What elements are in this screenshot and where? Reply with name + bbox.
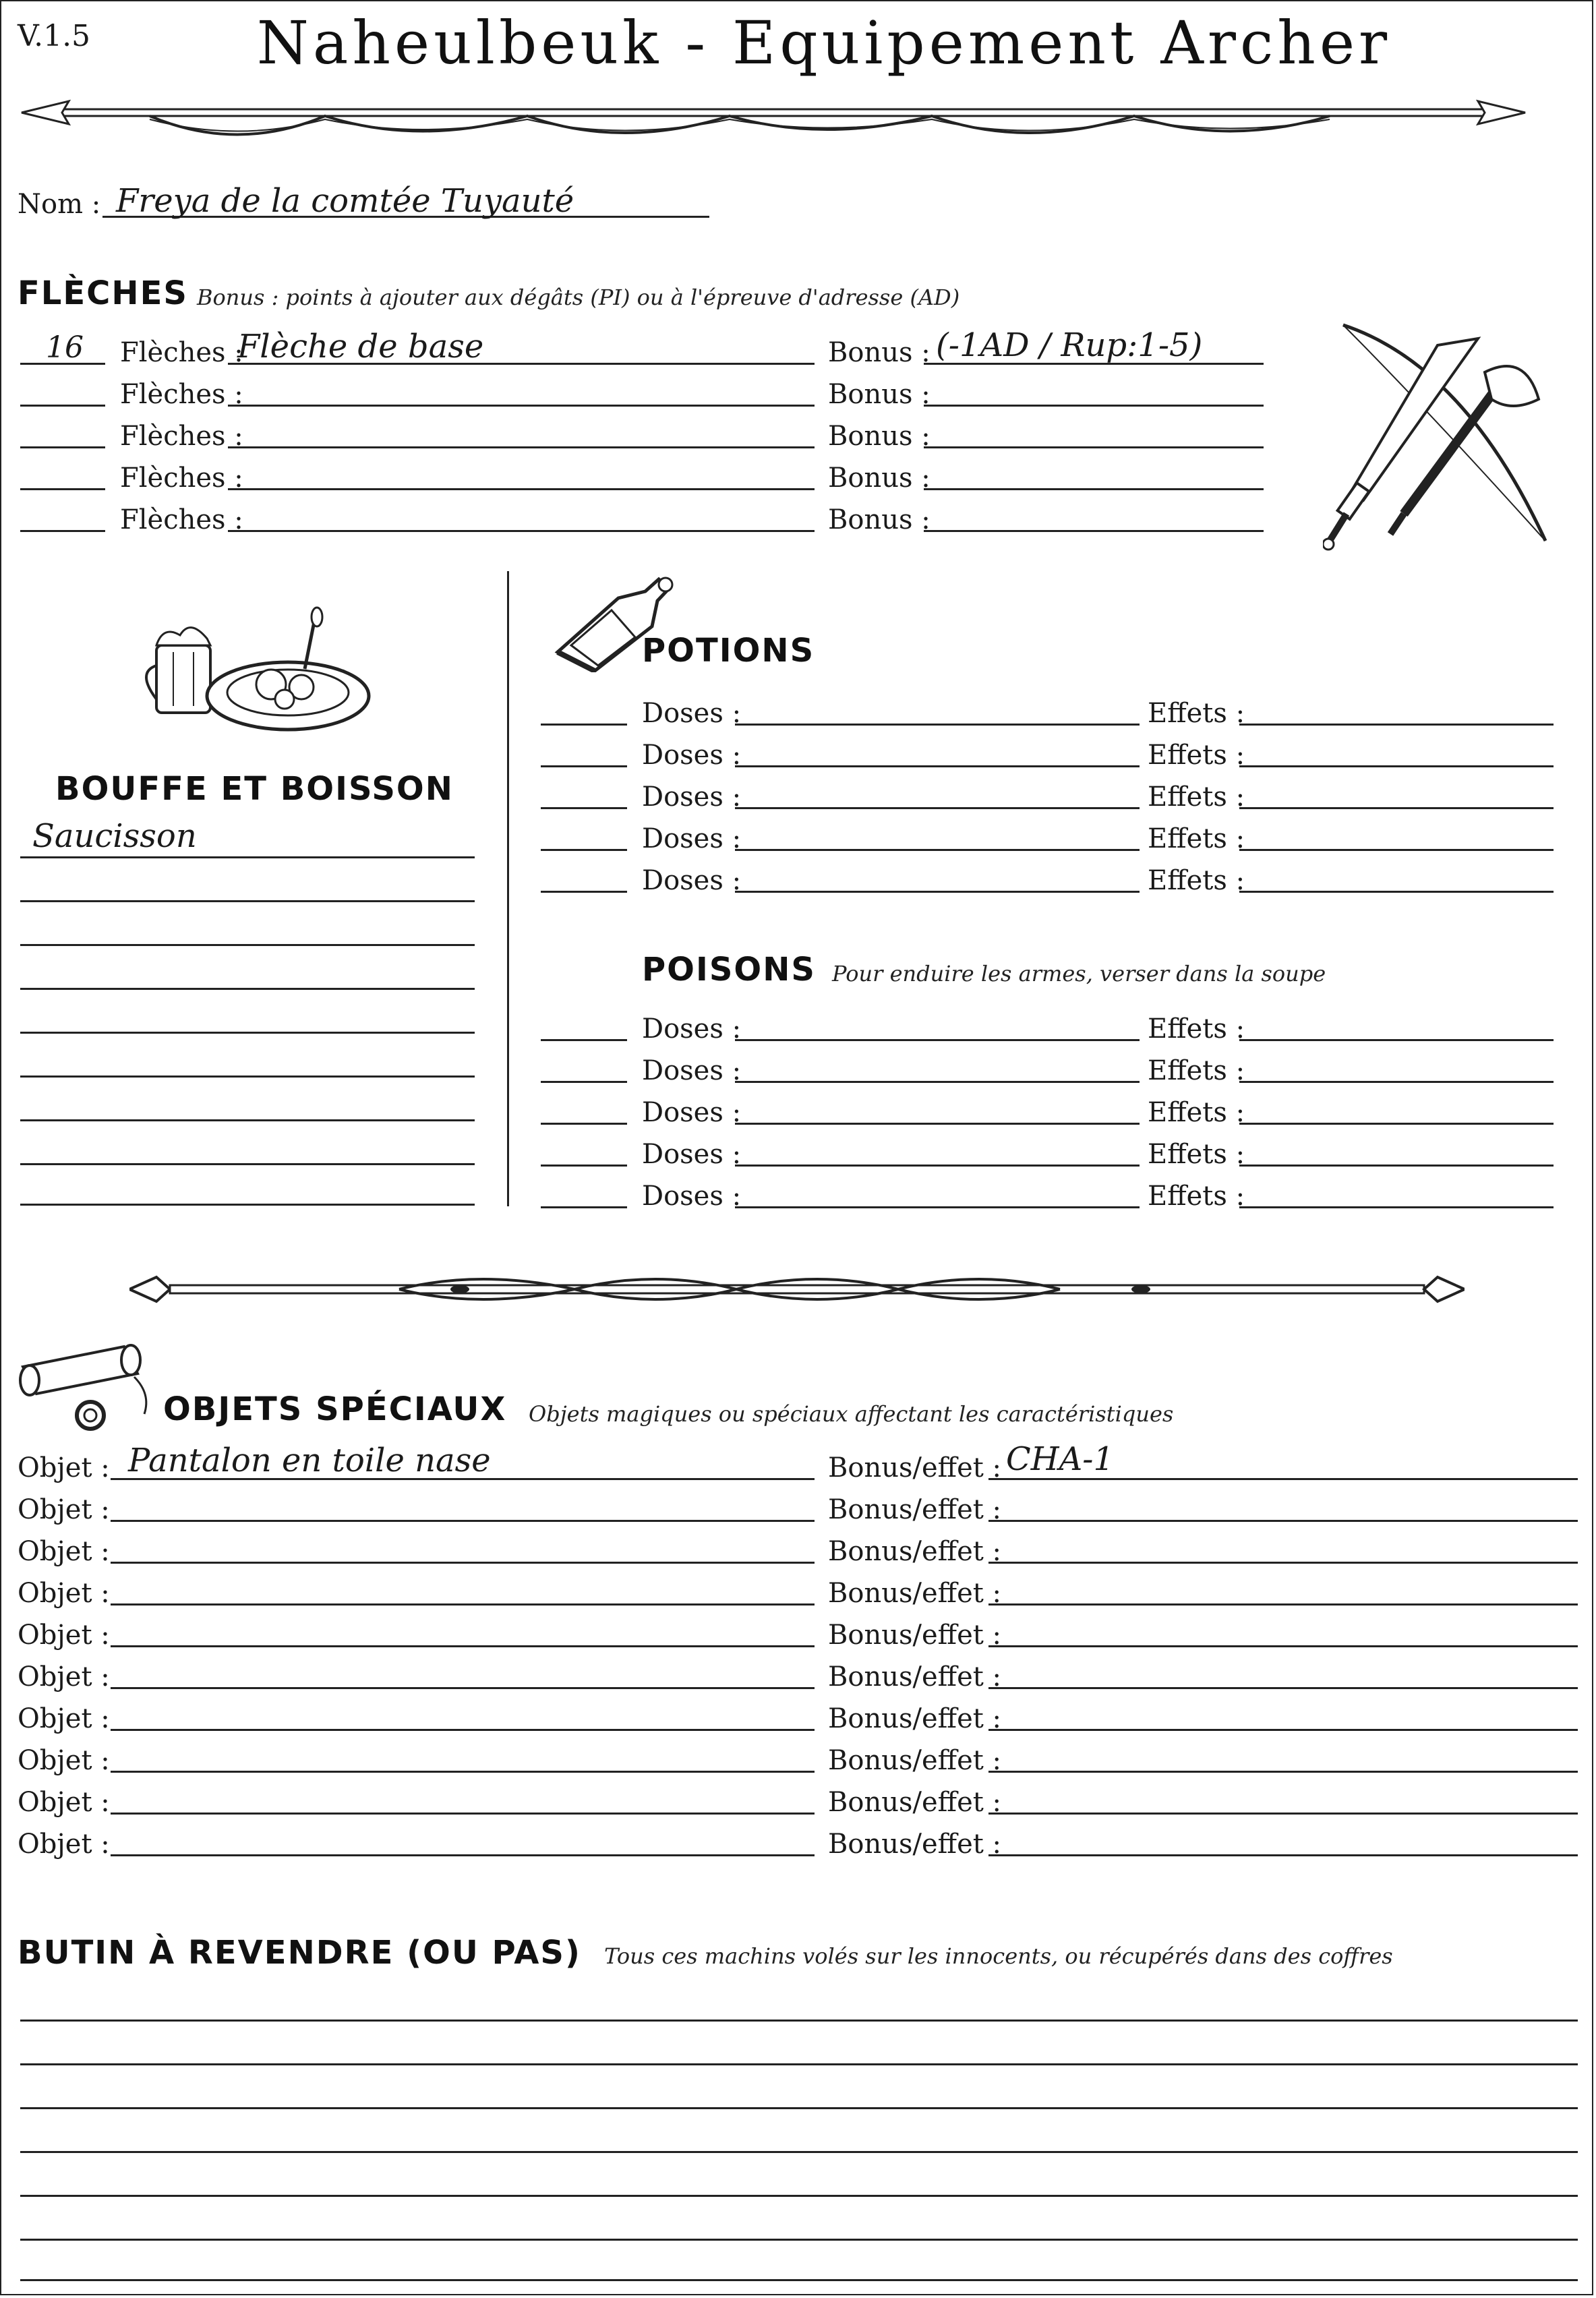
potion-qty-field[interactable] [541, 807, 627, 809]
poison-effets-field[interactable] [1239, 1165, 1554, 1167]
butin-line-field[interactable] [20, 2279, 1578, 2281]
fleches-bonus-label: Bonus : [828, 379, 930, 410]
potion-qty-field[interactable] [541, 724, 627, 726]
objet-bonus-field[interactable] [988, 1687, 1578, 1689]
fleches-bonus-label: Bonus : [828, 337, 930, 368]
crossed-weapons-icon [1323, 312, 1566, 554]
fleches-label: Flèches : [120, 504, 243, 535]
poison-effets-field[interactable] [1239, 1081, 1554, 1083]
objets-heading: OBJETS SPÉCIAUX [163, 1390, 507, 1428]
objet-field[interactable] [111, 1645, 815, 1647]
potion-doses-field[interactable] [735, 724, 1140, 726]
butin-heading: BUTIN À REVENDRE (OU PAS) [18, 1934, 581, 1972]
bouffe-item-field[interactable] [20, 988, 475, 990]
fleches-label: Flèches : [120, 337, 243, 368]
objet-bonus-label: Bonus/effet : [828, 1536, 1002, 1567]
objet-bonus-label: Bonus/effet : [828, 1494, 1002, 1525]
effets-label: Effets : [1148, 740, 1245, 771]
fleches-name-field[interactable] [228, 530, 815, 532]
doses-label: Doses : [642, 1139, 742, 1170]
fleches-bonus-label: Bonus : [828, 463, 930, 494]
objet-field[interactable] [111, 1687, 815, 1689]
objet-bonus-field[interactable] [988, 1645, 1578, 1647]
objet-label: Objet : [18, 1787, 110, 1818]
poison-qty-field[interactable] [541, 1081, 627, 1083]
objet-label: Objet : [18, 1745, 110, 1776]
butin-line-field[interactable] [20, 2107, 1578, 2109]
potion-effets-field[interactable] [1239, 891, 1554, 893]
bouffe-item-field[interactable] [20, 1076, 475, 1078]
poison-qty-field[interactable] [541, 1165, 627, 1167]
staff-divider-icon [129, 1262, 1465, 1316]
effets-label: Effets : [1148, 1013, 1245, 1044]
poisons-heading: POISONS [642, 951, 816, 989]
objet-field[interactable] [111, 1603, 815, 1605]
fleches-bonus-label: Bonus : [828, 504, 930, 535]
fleches-bonus-field[interactable] [924, 405, 1264, 407]
doses-label: Doses : [642, 1181, 742, 1212]
objet-bonus-label: Bonus/effet : [828, 1620, 1002, 1651]
bouffe-item-field[interactable] [20, 1032, 475, 1034]
page-title: Naheulbeuk - Equipement Archer [256, 8, 1392, 78]
doses-label: Doses : [642, 740, 742, 771]
potion-effets-field[interactable] [1239, 724, 1554, 726]
bouffe-heading: BOUFFE ET BOISSON [55, 770, 454, 808]
spear-divider-icon [15, 89, 1532, 150]
fleches-name-field[interactable] [228, 488, 815, 490]
objet-field[interactable] [111, 1562, 815, 1564]
doses-label: Doses : [642, 782, 742, 813]
butin-subtitle: Tous ces machins volés sur les innocents, ou récupérés dans des coffres [604, 1943, 1393, 1969]
nom-field[interactable]: Freya de la comtée Tuyauté [116, 182, 574, 220]
objet-label: Objet : [18, 1661, 110, 1692]
fleches-bonus-field[interactable] [924, 530, 1264, 532]
fleches-qty-field[interactable]: 16 [46, 330, 84, 365]
bouffe-item-field[interactable] [20, 900, 475, 902]
fleches-label: Flèches : [120, 463, 243, 494]
objet-label: Objet : [18, 1620, 110, 1651]
doses-label: Doses : [642, 865, 742, 896]
fleches-heading: FLÈCHES [18, 274, 188, 312]
objet-label: Objet : [18, 1578, 110, 1609]
objet-field[interactable] [111, 1854, 815, 1856]
effets-label: Effets : [1148, 823, 1245, 854]
potion-effets-field[interactable] [1239, 765, 1554, 767]
objet-bonus-field[interactable] [988, 1771, 1578, 1773]
potion-qty-field[interactable] [541, 765, 627, 767]
column-divider [507, 571, 509, 1206]
doses-label: Doses : [642, 698, 742, 729]
objet-bonus-field[interactable] [988, 1603, 1578, 1605]
fleches-bonus-field[interactable] [924, 488, 1264, 490]
potion-doses-field[interactable] [735, 807, 1140, 809]
scroll-and-ring-icon [16, 1340, 158, 1434]
effets-label: Effets : [1148, 782, 1245, 813]
doses-label: Doses : [642, 1055, 742, 1086]
poison-doses-field[interactable] [735, 1123, 1140, 1125]
poison-doses-field[interactable] [735, 1165, 1140, 1167]
poison-doses-field[interactable] [735, 1206, 1140, 1208]
bouffe-item-field[interactable] [20, 1204, 475, 1206]
potion-qty-field[interactable] [541, 891, 627, 893]
effets-label: Effets : [1148, 1181, 1245, 1212]
beer-and-plate-icon [143, 605, 372, 740]
objet-label: Objet : [18, 1494, 110, 1525]
poison-effets-field[interactable] [1239, 1039, 1554, 1041]
nom-label: Nom : [18, 189, 101, 220]
fleches-bonus-field[interactable]: (-1AD / Rup:1-5) [936, 326, 1203, 364]
objet-label: Objet : [18, 1536, 110, 1567]
fleches-label: Flèches : [120, 421, 243, 452]
objet-field[interactable] [111, 1771, 815, 1773]
potion-doses-field[interactable] [735, 765, 1140, 767]
fleches-bonus-field[interactable] [924, 446, 1264, 448]
potion-doses-field[interactable] [735, 849, 1140, 851]
objet-bonus-field[interactable] [988, 1854, 1578, 1856]
potion-qty-field[interactable] [541, 849, 627, 851]
doses-label: Doses : [642, 1013, 742, 1044]
objet-field[interactable]: Pantalon en toile nase [128, 1442, 491, 1479]
butin-line-field[interactable] [20, 2195, 1578, 2197]
objet-field[interactable] [111, 1520, 815, 1522]
poison-qty-field[interactable] [541, 1206, 627, 1208]
doses-label: Doses : [642, 823, 742, 854]
bouffe-item-field[interactable] [20, 944, 475, 946]
poisons-subtitle: Pour enduire les armes, verser dans la soupe [832, 961, 1326, 986]
potion-effets-field[interactable] [1239, 807, 1554, 809]
butin-line-field[interactable] [20, 2063, 1578, 2065]
objets-subtitle: Objets magiques ou spéciaux affectant les caractéristiques [529, 1401, 1174, 1427]
doses-label: Doses : [642, 1097, 742, 1128]
effets-label: Effets : [1148, 1139, 1245, 1170]
butin-line-field[interactable] [20, 2020, 1578, 2022]
effets-label: Effets : [1148, 1055, 1245, 1086]
fleches-bonus-label: Bonus : [828, 421, 930, 452]
objet-field[interactable] [111, 1729, 815, 1731]
fleches-name-field[interactable] [228, 405, 815, 407]
bouffe-item-field[interactable] [20, 1163, 475, 1165]
objet-bonus-label: Bonus/effet : [828, 1452, 1002, 1483]
poison-qty-field[interactable] [541, 1039, 627, 1041]
butin-line-field[interactable] [20, 2151, 1578, 2153]
objet-bonus-field[interactable] [988, 1813, 1578, 1815]
fleches-name-field[interactable]: Flèche de base [237, 328, 484, 365]
poison-doses-field[interactable] [735, 1039, 1140, 1041]
bouffe-item-field[interactable]: Saucisson [32, 817, 197, 855]
poison-qty-field[interactable] [541, 1123, 627, 1125]
potion-effets-field[interactable] [1239, 849, 1554, 851]
objet-bonus-field[interactable] [988, 1729, 1578, 1731]
potions-heading: POTIONS [642, 632, 815, 670]
fleches-subtitle: Bonus : points à ajouter aux dégâts (PI) ou à l'épreuve d'adresse (AD) [197, 285, 960, 310]
potion-doses-field[interactable] [735, 891, 1140, 893]
objet-bonus-field[interactable] [988, 1562, 1578, 1564]
objet-label: Objet : [18, 1703, 110, 1734]
butin-line-field[interactable] [20, 2239, 1578, 2241]
poison-doses-field[interactable] [735, 1081, 1140, 1083]
objet-bonus-label: Bonus/effet : [828, 1703, 1002, 1734]
poison-effets-field[interactable] [1239, 1206, 1554, 1208]
poison-effets-field[interactable] [1239, 1123, 1554, 1125]
objet-bonus-label: Bonus/effet : [828, 1829, 1002, 1860]
version-label: V.1.5 [18, 19, 91, 53]
effets-label: Effets : [1148, 1097, 1245, 1128]
bouffe-item-field[interactable] [20, 1119, 475, 1121]
objet-bonus-field[interactable]: CHA-1 [1006, 1440, 1115, 1478]
objet-bonus-label: Bonus/effet : [828, 1745, 1002, 1776]
objet-bonus-label: Bonus/effet : [828, 1578, 1002, 1609]
objet-field[interactable] [111, 1813, 815, 1815]
objet-bonus-field[interactable] [988, 1520, 1578, 1522]
objet-bonus-label: Bonus/effet : [828, 1661, 1002, 1692]
objet-bonus-label: Bonus/effet : [828, 1787, 1002, 1818]
objet-label: Objet : [18, 1452, 110, 1483]
effets-label: Effets : [1148, 865, 1245, 896]
objet-label: Objet : [18, 1829, 110, 1860]
fleches-name-field[interactable] [228, 446, 815, 448]
effets-label: Effets : [1148, 698, 1245, 729]
fleches-label: Flèches : [120, 379, 243, 410]
